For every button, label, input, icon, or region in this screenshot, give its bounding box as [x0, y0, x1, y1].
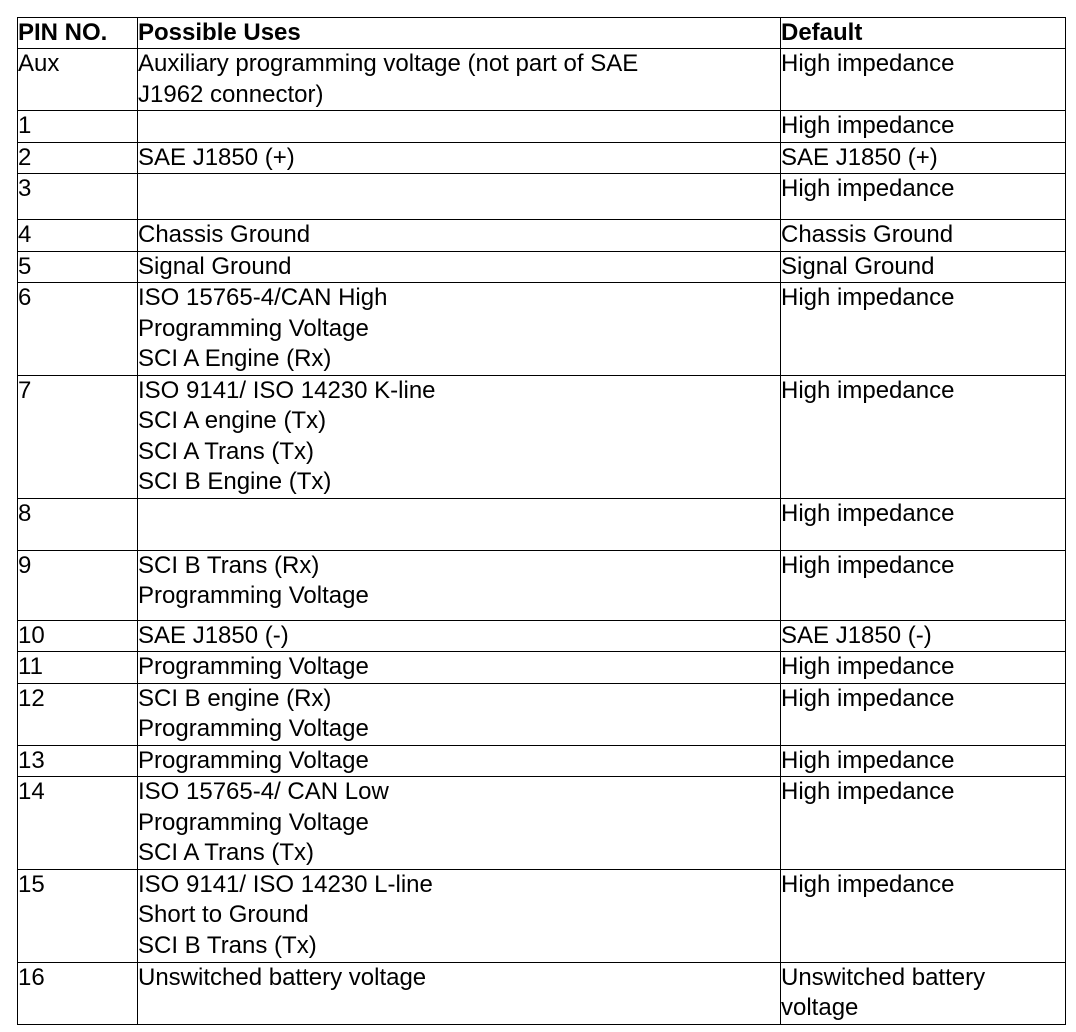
pin-number: 8 — [18, 499, 32, 527]
default-value-line: High impedance — [781, 284, 955, 311]
table-row — [18, 49, 1066, 111]
pin-number: 11 — [18, 653, 43, 680]
possible-use-line: Chassis Ground — [138, 221, 311, 248]
default-cell — [781, 652, 1066, 684]
pin-number: 6 — [18, 284, 32, 311]
pin-number: 12 — [18, 684, 45, 712]
pin-number-cell — [18, 251, 138, 283]
header-pin-no: PIN NO. — [18, 18, 138, 49]
default-value-line: High impedance — [781, 376, 955, 404]
table-row — [18, 283, 1066, 376]
pin-number: 15 — [18, 870, 45, 898]
pin-number: 2 — [18, 143, 32, 171]
default-cell — [781, 683, 1066, 745]
default-cell — [781, 962, 1066, 1024]
possible-use-line: ISO 9141/ ISO 14230 K-line — [138, 376, 436, 404]
possible-use-line: SCI A Trans (Tx) — [138, 437, 315, 465]
table-header — [18, 18, 1066, 49]
pin-number: 5 — [18, 252, 32, 280]
default-cell — [781, 174, 1066, 220]
possible-use-line: Programming Voltage — [138, 746, 369, 774]
possible-uses-cell — [138, 652, 781, 684]
pin-number-cell — [18, 174, 138, 220]
pin-number: 7 — [18, 376, 32, 404]
possible-use-line: SCI A Engine (Rx) — [138, 345, 332, 372]
pin-number-cell — [18, 283, 138, 376]
default-cell — [781, 251, 1066, 283]
table-row — [18, 174, 1066, 220]
pin-number-cell — [18, 869, 138, 962]
default-value-line: SAE J1850 (-) — [781, 621, 932, 649]
default-value-line: SAE J1850 (+) — [781, 143, 938, 171]
pin-number-cell — [18, 498, 138, 550]
pin-number-cell — [18, 745, 138, 777]
possible-use-line: Short to Ground — [138, 901, 309, 928]
pin-number-cell — [18, 962, 138, 1024]
possible-uses-cell — [138, 283, 781, 376]
table-row — [18, 683, 1066, 745]
table-row — [18, 550, 1066, 620]
table-row — [18, 962, 1066, 1024]
possible-use-line: Programming Voltage — [138, 715, 369, 742]
possible-use-line: Auxiliary programming voltage (not part of SAE — [138, 50, 639, 77]
pin-number-cell — [18, 777, 138, 870]
possible-uses-cell — [138, 49, 781, 111]
pin-number-cell — [18, 620, 138, 652]
possible-uses-cell — [138, 111, 781, 143]
default-value-line: High impedance — [781, 778, 955, 805]
default-cell — [781, 620, 1066, 652]
default-cell — [781, 869, 1066, 962]
default-value-line: High impedance — [781, 746, 955, 774]
pin-number: 10 — [18, 621, 45, 649]
header-default: Default — [781, 18, 1066, 49]
default-cell — [781, 498, 1066, 550]
pin-number: 4 — [18, 221, 32, 248]
default-value-line: High impedance — [781, 551, 955, 579]
header-row — [18, 18, 1066, 49]
pin-number: 1 — [18, 112, 32, 139]
possible-uses-cell — [138, 962, 781, 1024]
pin-number-cell — [18, 683, 138, 745]
possible-uses-cell — [138, 498, 781, 550]
pin-number-cell — [18, 111, 138, 143]
default-cell — [781, 283, 1066, 376]
pin-number: 3 — [18, 175, 32, 202]
default-cell — [781, 745, 1066, 777]
possible-use-line: SCI A Trans (Tx) — [138, 839, 315, 866]
possible-uses-cell — [138, 220, 781, 252]
possible-use-line: SCI B Trans (Rx) — [138, 551, 320, 579]
possible-uses-cell — [138, 683, 781, 745]
pin-number-cell — [18, 49, 138, 111]
possible-uses-cell — [138, 550, 781, 620]
possible-uses-cell — [138, 251, 781, 283]
possible-use-line: Programming Voltage — [138, 314, 369, 342]
table-row — [18, 251, 1066, 283]
default-value-line: High impedance — [781, 112, 955, 139]
default-value-line: Chassis Ground — [781, 221, 954, 248]
possible-use-line: Programming Voltage — [138, 582, 369, 609]
default-cell — [781, 375, 1066, 498]
table-body — [18, 49, 1066, 1025]
possible-uses-cell — [138, 869, 781, 962]
default-value-line: High impedance — [781, 870, 955, 898]
pin-number-cell — [18, 142, 138, 174]
default-value-line: High impedance — [781, 684, 955, 712]
pin-number: Aux — [18, 50, 60, 77]
table-row — [18, 869, 1066, 962]
possible-use-line: Programming Voltage — [138, 653, 369, 680]
header-possible-uses: Possible Uses — [138, 18, 781, 49]
pin-number-cell — [18, 220, 138, 252]
table-row — [18, 620, 1066, 652]
default-value-line: voltage — [781, 994, 859, 1021]
possible-use-line: ISO 15765-4/CAN High — [138, 284, 388, 311]
default-value-line: Unswitched battery — [781, 963, 986, 991]
pin-number-cell — [18, 375, 138, 498]
table-row — [18, 375, 1066, 498]
possible-uses-cell — [138, 375, 781, 498]
possible-use-line: SCI A engine (Tx) — [138, 407, 327, 434]
table-row — [18, 111, 1066, 143]
default-cell — [781, 111, 1066, 143]
possible-uses-cell — [138, 620, 781, 652]
possible-use-line: J1962 connector) — [138, 80, 324, 108]
possible-use-line: SCI B Engine (Tx) — [138, 468, 332, 495]
default-value-line: High impedance — [781, 175, 955, 202]
possible-use-line: ISO 9141/ ISO 14230 L-line — [138, 870, 433, 898]
possible-use-line: Signal Ground — [138, 252, 292, 280]
default-value-line: High impedance — [781, 499, 955, 527]
table-row — [18, 498, 1066, 550]
possible-uses-cell — [138, 745, 781, 777]
default-value-line: Signal Ground — [781, 252, 935, 280]
table-row — [18, 220, 1066, 252]
default-cell — [781, 220, 1066, 252]
pin-table — [17, 17, 1066, 1025]
possible-use-line: SCI B Trans (Tx) — [138, 931, 317, 959]
table-row — [18, 652, 1066, 684]
default-cell — [781, 550, 1066, 620]
table-row — [18, 777, 1066, 870]
possible-use-line: SCI B engine (Rx) — [138, 684, 332, 712]
possible-use-line: SAE J1850 (+) — [138, 143, 295, 171]
possible-use-line: Unswitched battery voltage — [138, 963, 427, 991]
default-cell — [781, 142, 1066, 174]
possible-use-line: SAE J1850 (-) — [138, 621, 289, 649]
pin-number: 14 — [18, 778, 45, 805]
default-value-line: High impedance — [781, 50, 955, 77]
possible-uses-cell — [138, 142, 781, 174]
default-cell — [781, 49, 1066, 111]
default-cell — [781, 777, 1066, 870]
table-row — [18, 142, 1066, 174]
possible-use-line: Programming Voltage — [138, 808, 369, 836]
possible-uses-cell — [138, 174, 781, 220]
pin-number-cell — [18, 652, 138, 684]
possible-uses-cell — [138, 777, 781, 870]
table-row — [18, 745, 1066, 777]
pin-number-cell — [18, 550, 138, 620]
pin-number: 9 — [18, 551, 32, 579]
default-value-line: High impedance — [781, 653, 955, 680]
pin-number: 16 — [18, 963, 45, 991]
pin-number: 13 — [18, 746, 45, 774]
possible-use-line: ISO 15765-4/ CAN Low — [138, 778, 389, 805]
